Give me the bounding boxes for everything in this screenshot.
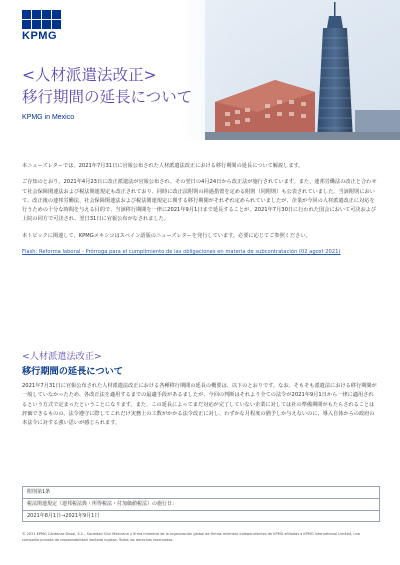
copyright-footer: © 2021 KPMG Cárdenas Dosal, S.C., Sociedad Civil Mexicana y firma miembro de la organización global de firmas miembro independientes de KPMG afiliadas a KPMG International Limited, una compañía privada de responsabilidad limitada inglesa. Todos los derechos reservados. [22,532,360,542]
newsletter-link[interactable]: Flash: Reforma laboral - Prórroga para el cumplimiento de las obligaciones en materia de subcontratación (02 agost 2021) [22,249,341,256]
page-title-line2: 移行期間の延長について [22,88,193,106]
section-title-1: <人材派遣法改正> [22,351,102,362]
page-title-line1: <人材派遣法改正> [22,66,157,84]
table-row: 税法関連規定（連邦税法典・所得税法・付加価値税法）の施行日： [23,499,379,511]
intro-paragraph-1: 本ニューズレターでは、2021年7月31日に官報公布された人材派遣法改正における移行期間の延長について解説します。 [22,163,304,169]
intro-paragraph-3: 本トピックに関連して、KPMGメキシコはスペイン語版のニューズレターを発行しています。必要に応じてご参照ください。 [22,232,311,239]
section-body: 2021年7月31日に官報公布された人材派遣法改正における各種移行期間の延長の概要は、以下のとおりです。なお、そもそも派遣法における移行期間が一般していなかったため、各改正法を適用するまでの最適手段があるましたが、今回の判断はそれより全ての法令が2021年9月1日から一律に適用されるという方式で定まったということになります。また、この延長によってまだ対応が完了していない企業に対しては社の準備期間がもたらされることは評価できるものの、法令遵守に際してこれだけ実務上の工数がかかる法令改正に対し、わずかな月程度の猶予しか与えないのに、導入自体からの政府の本法令に対する強い思いが感じられます。 [22,383,377,427]
table-row: 2021年8月1日→2021年9月1日 [27,513,100,519]
intro-paragraph-2: ご存知のとおり、2021年4月23日に改正派遣法が官報公布され、その翌日の4月24日から改正法が施行されています。また、連邦労働法の改正と合わせて社会保障関連法および税法関連規定も改正されており、同時に改正法附則の経過措置を定める附則（同附則）も公表されていました。当該附則において、改正後の連邦労働法、社会保障関連法および税法関連規定に関する移行期間がそれぞれ定められていましたが、企業が今回の人材派遣改正に対応を行うための十分な時間を与える目的で、当該移行期間を一律に2021年9月1日まで延長することが、2021年7月30日に行われた国会において可決および上院の同方で可決され、翌日31日に官報公布がなされました。 [22,179,377,223]
section-title-2: 移行期間の延長について [22,366,123,377]
info-table [22,486,380,522]
hero-banner [0,0,400,140]
logo-text: KPMG [22,30,57,42]
city-skyline-image [205,0,400,140]
page-subtitle: KPMG in Mexico [22,114,75,121]
logo-squares [22,10,64,29]
table-header: 附則第1条 [23,487,379,499]
intro-section [22,162,378,264]
page-title [22,64,192,108]
